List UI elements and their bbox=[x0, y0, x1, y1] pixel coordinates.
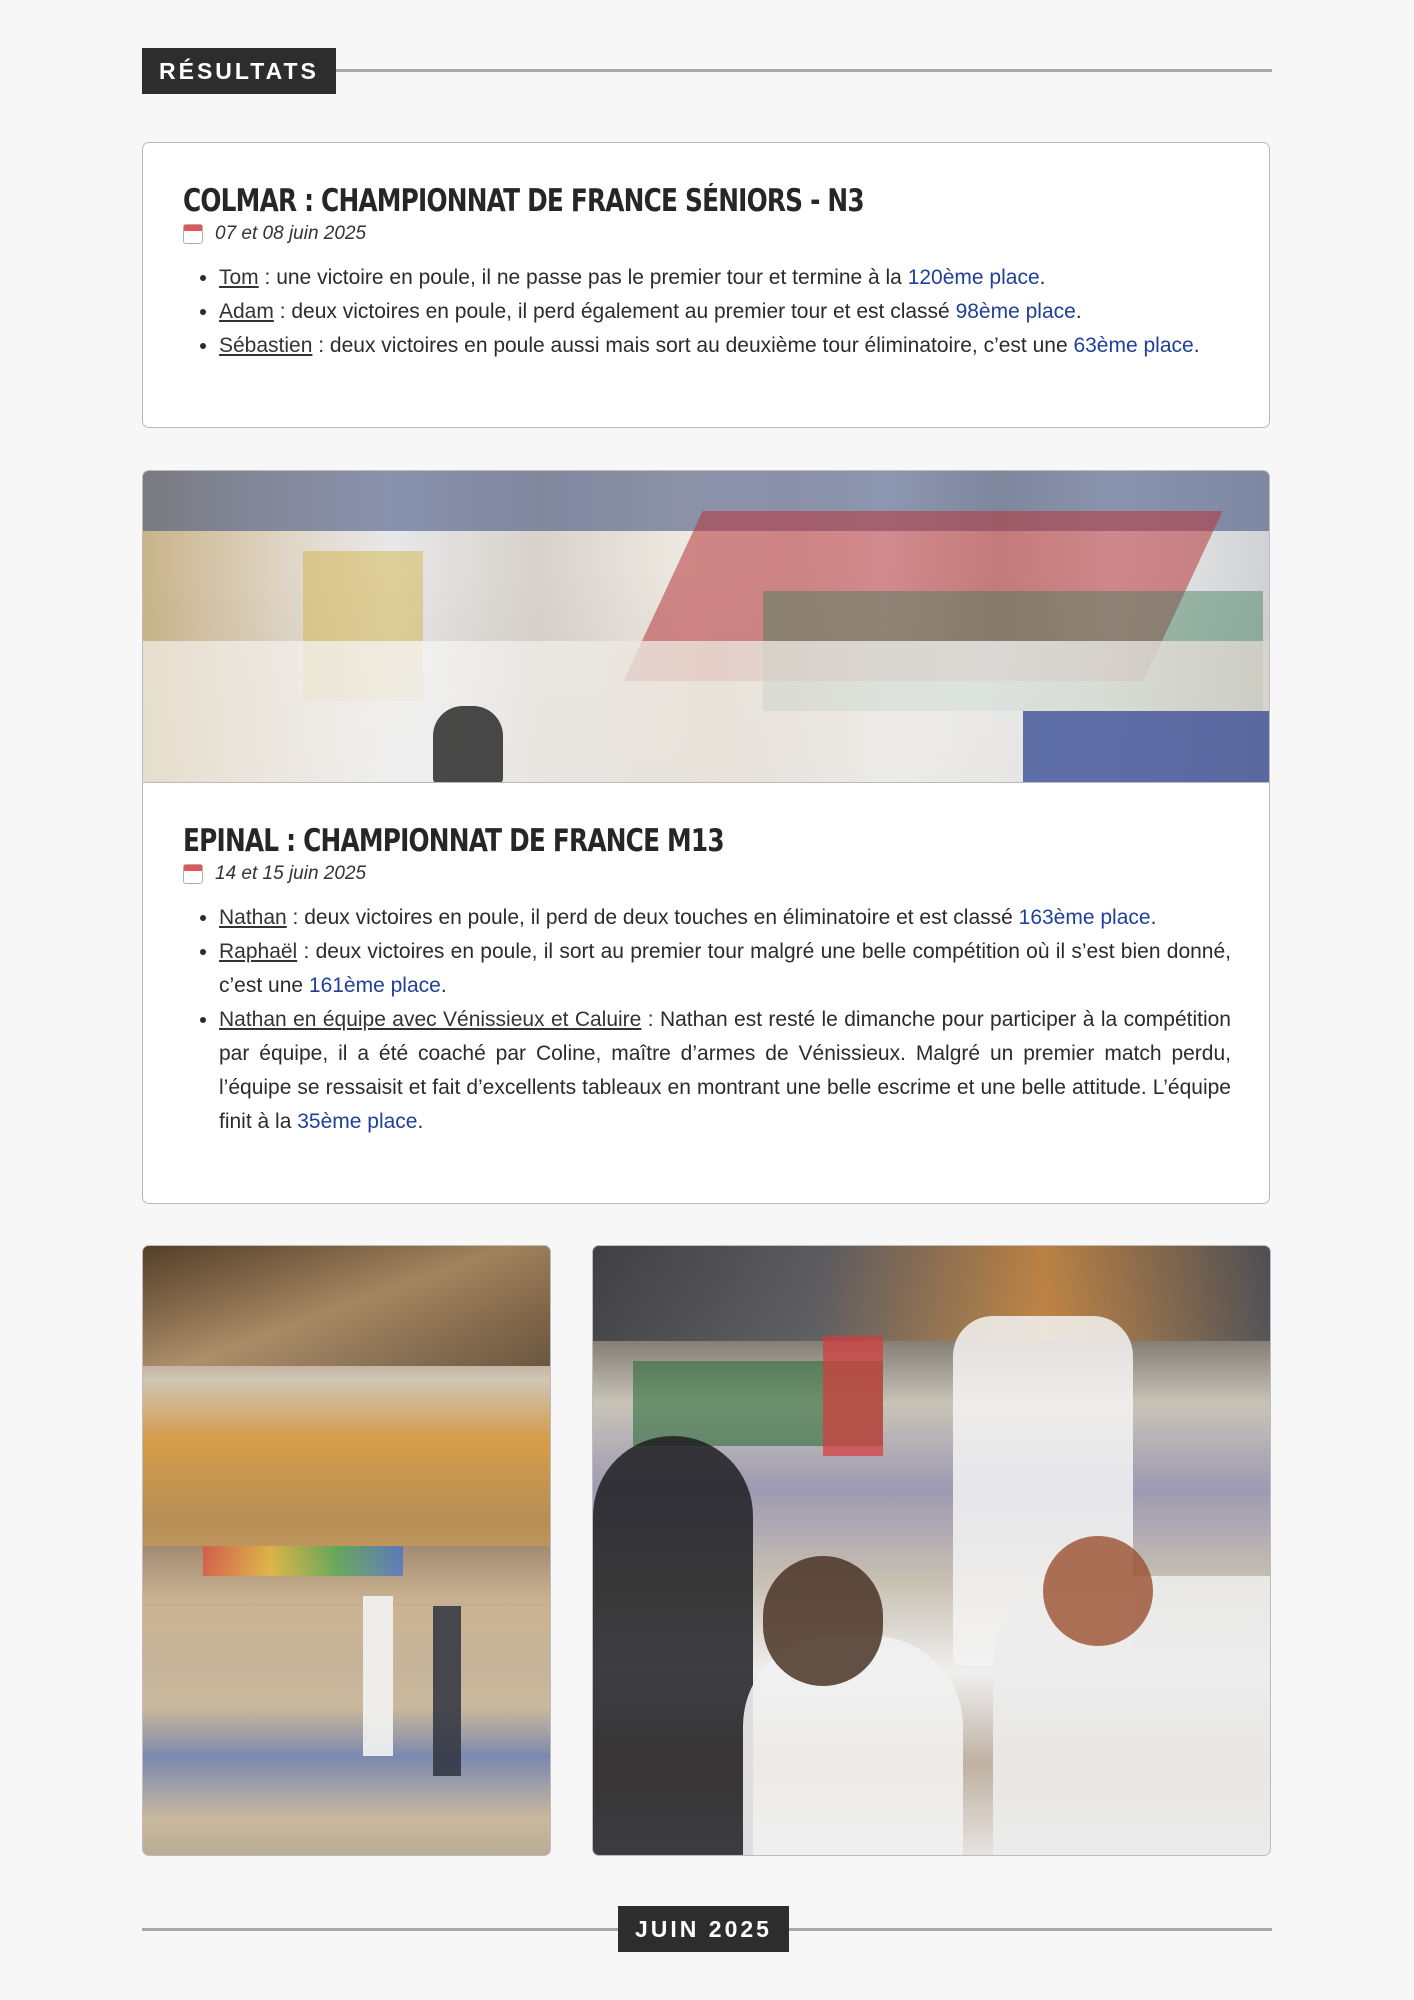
photo-fencers-bench bbox=[142, 470, 1270, 784]
ranking-place: 161ème place bbox=[308, 974, 441, 997]
punctuation: . bbox=[1075, 300, 1082, 323]
results-list bbox=[183, 901, 1231, 1139]
ranking-place: 163ème place bbox=[1018, 906, 1151, 929]
date-text: 14 et 15 juin 2025 bbox=[215, 863, 367, 884]
result-text: : deux victoires en poule, il perd de deux touches en éliminatoire et est classé bbox=[286, 906, 1019, 929]
punctuation: . bbox=[1150, 906, 1157, 929]
athlete-name: Tom bbox=[219, 266, 259, 289]
punctuation: . bbox=[1039, 266, 1046, 289]
competition-title: COLMAR : CHAMPIONNAT DE FRANCE SÉNIORS - N3 bbox=[183, 183, 864, 219]
footer-band bbox=[142, 1906, 1272, 1952]
results-list bbox=[183, 261, 1231, 363]
calendar-icon bbox=[183, 224, 203, 244]
result-item bbox=[219, 261, 1231, 295]
result-item bbox=[219, 901, 1231, 935]
section-header bbox=[142, 48, 1272, 94]
result-item bbox=[219, 329, 1231, 363]
ranking-place: 120ème place bbox=[907, 266, 1040, 289]
ranking-place: 35ème place bbox=[297, 1110, 418, 1133]
athlete-name: Raphaël bbox=[219, 940, 298, 963]
result-item bbox=[219, 295, 1231, 329]
competition-date bbox=[183, 863, 366, 885]
ranking-place: 63ème place bbox=[1073, 334, 1194, 357]
ranking-place: 98ème place bbox=[955, 300, 1076, 323]
result-card-colmar bbox=[142, 142, 1270, 428]
punctuation: . bbox=[1193, 334, 1200, 357]
athlete-name: Nathan bbox=[219, 906, 287, 929]
result-text: : deux victoires en poule aussi mais sort au deuxième tour éliminatoire, c’est une bbox=[312, 334, 1074, 357]
photo-gymnasium bbox=[142, 1245, 551, 1856]
footer-label: JUIN 2025 bbox=[618, 1906, 789, 1952]
competition-date bbox=[183, 223, 366, 245]
calendar-icon bbox=[183, 864, 203, 884]
photo-coach-and-fencers bbox=[592, 1245, 1271, 1856]
result-text: : une victoire en poule, il ne passe pas le premier tour et termine à la bbox=[258, 266, 908, 289]
punctuation: . bbox=[440, 974, 447, 997]
result-item bbox=[219, 935, 1231, 1003]
result-item bbox=[219, 1003, 1231, 1139]
section-title: RÉSULTATS bbox=[142, 48, 336, 94]
result-text: : deux victoires en poule, il sort au premier tour malgré une belle compétition où il s’est bien donné, c’est une bbox=[219, 940, 1231, 997]
athlete-name: Adam bbox=[219, 300, 274, 323]
athlete-name: Sébastien bbox=[219, 334, 313, 357]
result-text: : deux victoires en poule, il perd également au premier tour et est classé bbox=[273, 300, 956, 323]
competition-title: EPINAL : CHAMPIONNAT DE FRANCE M13 bbox=[183, 823, 724, 859]
result-card-epinal bbox=[142, 782, 1270, 1204]
result-text: : Nathan est resté le dimanche pour participer à la compétition par équipe, il a été coaché par Coline, maître d’armes de Vénissieux. Malgré un premier match perdu, l’équipe se ressaisit et fait d’excellents tableaux en montrant une belle escrime et une belle attitude. L’équipe finit à la bbox=[219, 1008, 1231, 1133]
punctuation: . bbox=[417, 1110, 424, 1133]
athlete-name: Nathan en équipe avec Vénissieux et Caluire bbox=[219, 1008, 642, 1031]
date-text: 07 et 08 juin 2025 bbox=[215, 223, 367, 244]
